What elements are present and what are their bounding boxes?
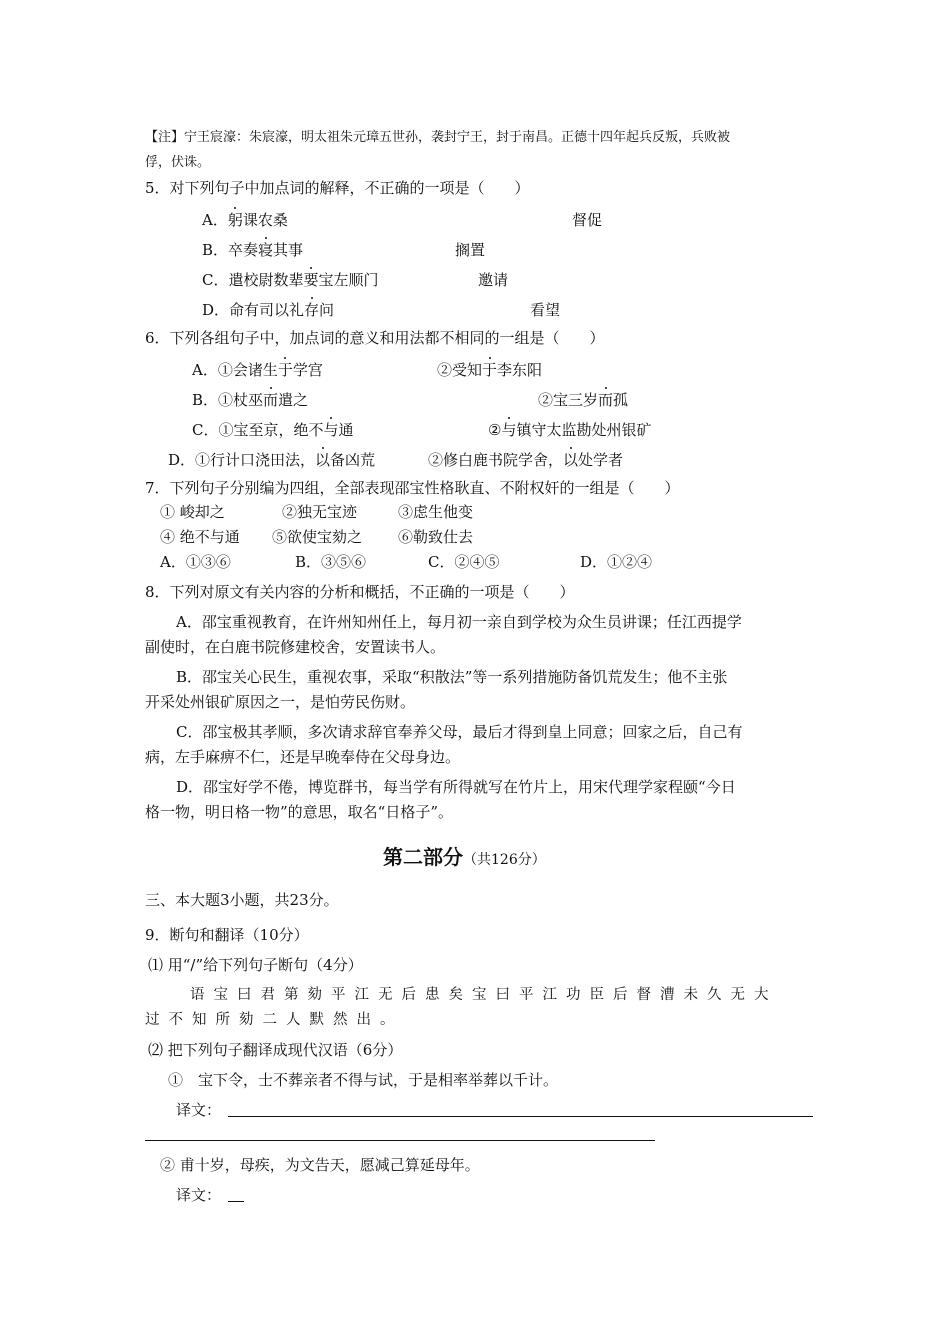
dotted-word: 与 [501,421,517,439]
q9-sentence-1: ① 宝下令，士不葬亲者不得与试，于是相率举葬以千计。 [168,1071,559,1089]
question-6-stem: 6．下列各组句子中，加点词的意义和用法都不相同的一组是（ ） [145,329,605,347]
dotted-word: 要 [303,271,319,289]
question-7-stem: 7．下列句子分别编为四组，全部表现邵宝性格耿直、不附权奸的一组是（ ） [145,479,680,497]
q7-item-6: ⑥勒致仕去 [398,528,474,546]
q8-option-c-line-1: C．邵宝极其孝顺，多次请求辞官奉养父母，最后才得到皇上同意；回家之后，自己有 [176,723,743,741]
q8-option-b-line-1: B．邵宝关心民生，重视农事，采取“积散法”等一系列措施防备饥荒发生；他不主张 [176,668,728,686]
q5-gloss-b: 搁置 [455,241,486,259]
q7-item-1: ① 峻却之 [160,503,225,521]
part-2-title: 第二部分 [383,845,463,869]
q7-answer-c: C．②④⑤ [428,553,500,571]
dotted-word: 存 [304,301,320,319]
q6-option-d-left: D．①行计口浇田法，以备凶荒 [168,451,376,469]
q8-option-c-line-2: 病，左手麻痹不仁，还是早晚奉侍在父母身边。 [145,748,461,766]
dotted-word: 与 [323,421,339,439]
dotted-word: 于 [277,361,293,379]
translation-label-2: 译文： [176,1186,222,1204]
q6-option-a-left: A．①会诸生于学宫 [192,361,323,379]
q6-option-a-right: ②受知于李东阳 [437,361,543,379]
q6-option-b-left: B．①杖巫而遣之 [192,391,309,409]
dotted-word: 而 [263,391,279,409]
q9-sub-2: ⑵ 把下列句子翻译成现代汉语（6分） [148,1041,403,1059]
section-3-heading: 三、本大题3小题，共23分。 [145,891,339,909]
q5-gloss-d: 看望 [530,301,561,319]
q5-option-c: C．遣校尉数辈要宝左顺门 [202,271,379,289]
q8-option-a-line-1: A．邵宝重视教育，在许州知州任上，每月初一亲自到学校为众生员讲课；任江西提学 [176,613,742,631]
q6-option-d-right: ②修白鹿书院学舍，以处学者 [428,451,624,469]
q7-item-4: ④ 绝不与通 [160,528,240,546]
q6-option-c-right: ②与镇守太监勘处州银矿 [488,421,652,439]
q5-option-d: D．命有司以礼存问 [202,301,335,319]
question-8-stem: 8．下列对原文有关内容的分析和概括，不正确的一项是（ ） [145,583,575,601]
q9-sentence-2: ② 甫十岁，母疾，为文告天，愿减己算延母年。 [160,1156,480,1174]
q5-option-b: B．卒奏寝其事 [202,241,304,259]
q5-gloss-c: 邀请 [478,271,509,289]
q7-item-5: ⑤欲使宝劾之 [272,528,363,546]
q9-sub-1: ⑴ 用“/”给下列句子断句（4分） [148,956,363,974]
answer-line-1-continued[interactable] [145,1140,655,1141]
dotted-word: 寝 [258,241,274,259]
q7-answer-a: A．①③⑥ [160,553,231,571]
question-9-stem: 9．断句和翻译（10分） [145,926,309,944]
q7-answer-d: D．①②④ [580,553,653,571]
q7-item-2: ②独无宝迹 [282,503,358,521]
dotted-word: 以 [315,451,331,469]
note-line-2: 俘，伏诛。 [145,155,211,170]
q8-option-a-line-2: 副使时，在白鹿书院修建校舍，安置读书人。 [145,638,446,656]
dotted-word: 躬 [227,211,243,229]
q9-punctuate-line-2: 过不知所劾二人默然出。 [145,1012,404,1028]
q9-punctuate-line-1: 语宝曰君第劾平江无后患矣宝曰平江功臣后督漕未久无大 [190,987,778,1003]
q8-option-d-line-1: D．邵宝好学不倦，博览群书，每当学有所得就写在竹片上，用宋代理学家程颐“今日 [176,778,736,796]
part-2-score: （共126分） [463,852,546,868]
q5-gloss-a: 督促 [572,211,603,229]
answer-line-2[interactable] [228,1201,244,1202]
question-5-stem: 5．对下列句子中加点词的解释，不正确的一项是（ ） [145,179,530,197]
dotted-word: 以 [563,451,579,469]
dotted-word: 而 [598,391,614,409]
answer-line-1[interactable] [228,1116,813,1117]
q7-answer-b: B．③⑤⑥ [295,553,367,571]
q6-option-b-right: ②宝三岁而孤 [538,391,629,409]
q5-option-a: A．躬课农桑 [202,211,288,229]
q8-option-d-line-2: 格一物，明日格一物”的意思，取名“日格子”。 [145,803,454,821]
dotted-word: 于 [482,361,498,379]
q6-option-c-left: C．①宝至京，绝不与通 [192,421,354,439]
translation-label-1: 译文： [176,1101,222,1119]
part-2-heading [383,845,546,872]
q8-option-b-line-2: 开采处州银矿原因之一，是怕劳民伤财。 [145,693,416,711]
q7-item-3: ③虑生他变 [398,503,474,521]
note-line-1: 【注】宁王宸濠：朱宸濠，明太祖朱元璋五世孙，袭封宁王，封于南昌。正德十四年起兵反叛，兵败被 [145,130,731,145]
